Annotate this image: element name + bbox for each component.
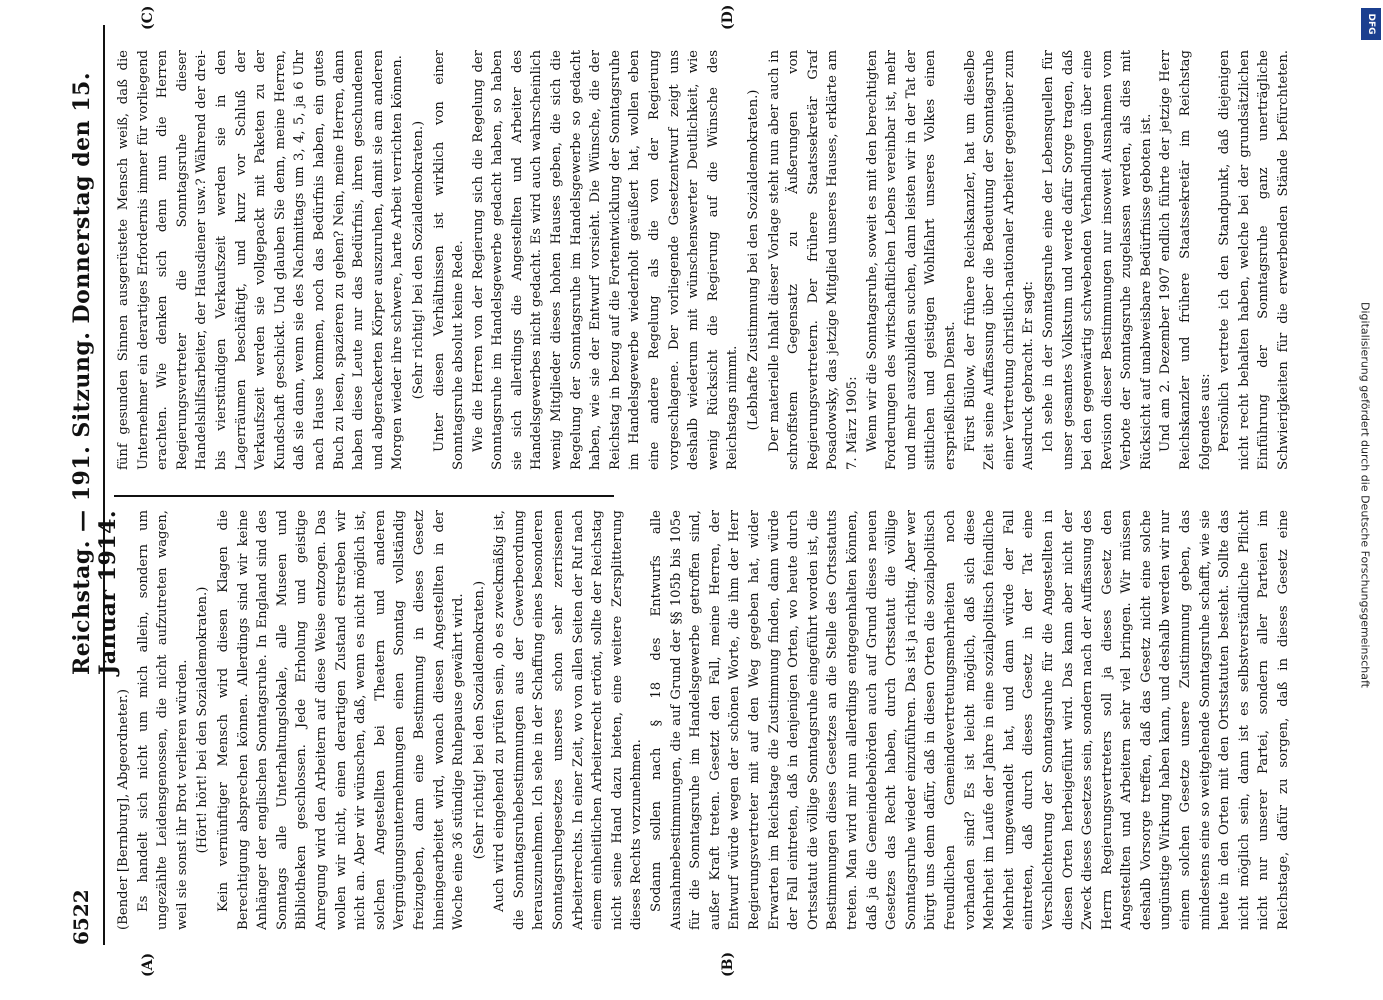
margin-mark-c: (C)	[140, 5, 156, 30]
left-column	[114, 510, 1294, 930]
quotation: Persönlich vertrete ich den Standpunkt, daß diejenigen nicht recht behalten haben, welche bei der grundsätzlichen Einführung der Sonntagsruhe ganz unerträgliche Schwierigkeiten für die erwerbenden Stände befürchteten.	[1217, 50, 1292, 470]
paragraph: Kein vernünftiger Mensch wird diesen Klagen die Berechtigung absprechen können. Allerdings sind wir keine Anhänger der englischen Sonntagsruhe. In England sind des Sonntags alle Unterhaltungslokale, alle Museen und Bibliotheken geschlossen. Jede Erholung und geistige Anregung wird den Arbeitern auf diese Weise entzogen. Das wollen wir nicht, einen derartigen Zustand erstreben wir nicht an. Aber wir wünschen, daß, wenn es nicht möglich ist, solchen Angestellten bei Theatern und anderen Vergnügungsunternehmungen einen Sonntag vollständig freizugeben, dann eine Bestimmung in dieses Gesetz hineingearbeitet wird, wonach diesen Angestellten in der Woche eine 36 stündige Ruhepause gewährt wird.	[215, 510, 467, 930]
margin-mark-b: (B)	[720, 951, 736, 977]
interjection: (Sehr richtig! bei den Sozialdemokraten.)	[471, 580, 487, 860]
margin-mark-a: (A)	[140, 952, 156, 977]
interjection: (Hört! hört! bei den Sozialdemokraten.)	[195, 586, 211, 854]
running-header	[65, 25, 121, 945]
interjection: (Sehr richtig! bei den Sozialdemokraten.)	[410, 120, 426, 400]
paragraph: fünf gesunden Sinnen ausgerüstete Mensch weiß, daß die Unternehmer ein derartiges Erfordernis immer für vorliegend erachten. Wie denken sich denn nun die Herren Regierungsvertreter die Sonntagsruhe dieser Handelshilfsarbeiter, der Hausdiener usw.? Während der drei- bis vierstündigen Verkaufszeit werden sie in den Lagerräumen beschäftigt, und kurz vor Schluß der Verkaufszeit werden sie vollgepackt mit Paketen zu der Kundschaft geschickt. Und glauben Sie denn, meine Herren, daß sie dann, wenn sie des Nachmittags um 3, 4, 5, ja 6 Uhr nach Hause kommen, noch das Bedürfnis haben, ein gutes Buch zu lesen, spazieren zu gehen? Nein, meine Herren, dann haben diese Leute nur das Bedürfnis, ihren geschundenen und abgerackerten Körper auszuruhen, damit sie am anderen Morgen wieder ihre schwere, harte Arbeit verrichten können.	[116, 50, 406, 470]
session-title: Reichstag. — 191. Sitzung. Donnerstag den 15. Januar 1914.	[69, 71, 121, 675]
paragraph: Es handelt sich nicht um mich allein, sondern um ungezählte Leidensgenossen, die nicht aufzutreten wagen, weil sie sonst ihr Brot verlieren würden.	[135, 510, 190, 930]
column-divider	[114, 495, 614, 497]
dfg-logo	[1361, 8, 1381, 40]
margin-mark-d: (D)	[720, 4, 736, 30]
interjection: (Lebhafte Zustimmung bei den Sozialdemokraten.)	[746, 89, 761, 431]
document-page	[30, 0, 1330, 985]
quotation: Ich sehe in der Sonntagsruhe eine der Lebensquellen für unser gesamtes Volkstum und werde dafür Sorge tragen, daß bei den gegenwärtig schwebenden Verhandlungen über eine Revision dieser Bestimmungen nur insoweit Ausnahmen vom Verbote der Sonntagsruhe zugelassen werden, als dies mit Rücksicht auf unabweisbare Bedürfnisse geboten ist.	[1040, 50, 1154, 470]
speaker-line: (Bender [Bernburg], Abgeordneter.)	[116, 688, 131, 930]
quotation: Wenn wir die Sonntagsruhe, soweit es mit den berechtigten Forderungen des wirtschaftlichen Lebens vereinbar ist, mehr und mehr auszubilden suchen, dann leisten wir in der Tat der sittlichen und geistigen Wohlfahrt unseres Volkes einen ersprießlichen Dienst.	[864, 50, 958, 470]
paragraph: Wie die Herren von der Regierung sich die Regelung der Sonntagsruhe im Handelsgewerbe gedacht haben, so haben sie sich allerdings die Angestellten und Arbeiter des Handelsgewerbes nicht gedacht. Es wird auch wahrscheinlich wenig Mitglieder dieses hohen Hauses geben, die sich die Regelung der Sonntagsruhe im Handelsgewerbe so gedacht haben, wie sie der Entwurf vorsieht. Die Wünsche, die der Reichstag in bezug auf die Fortentwicklung der Sonntagsruhe im Handelsgewerbe wiederholt geäußert hat, wollen eben eine andere Regelung als die von der Regierung vorgeschlagene. Der vorliegende Gesetzentwurf zeigt uns deshalb wiederum mit wünschenswerter Deutlichkeit, wie wenig Rücksicht die Regierung auf die Wünsche des Reichstags nimmt.	[470, 50, 741, 470]
paragraph: Der materielle Inhalt dieser Vorlage steht nun aber auch in schroffstem Gegensatz zu Äußerungen von Regierungsvertretern. Der frühere Staatssekretär Graf Posadowsky, das jetzige Mitglied unseres Hauses, erklärte am 7. März 1905:	[766, 50, 860, 470]
digitization-credit	[1355, 30, 1375, 960]
dfg-logo-text: DFG	[1366, 13, 1376, 35]
credit-text: Digitalisierung gefördert durch die Deutsche Forschungsgemeinschaft	[1358, 302, 1372, 688]
page-number: 6522	[69, 889, 93, 945]
right-column	[114, 50, 1294, 470]
paragraph: Sodann sollen nach § 18 des Entwurfs alle Ausnahmebestimmungen, die auf Grund der §§ 105b bis 105e für die Sonntagsruhe im Handelsgewerbe getroffen sind, außer Kraft treten. Gesetzt den Fall, meine Herren, der Entwurf würde wegen der schönen Worte, die ihm der Herr Regierungsvertreter mit auf den Weg gegeben hat, wider Erwarten im Reichstage die Zustimmung finden, dann würde der Fall eintreten, daß in denjenigen Orten, wo heute durch Ortsstatut die völlige Sonntagsruhe eingeführt worden ist, die Bestimmungen dieses Gesetzes an die Stelle des Ortsstatuts treten. Man wird mir nun allerdings entgegenhalten können, daß ja die Gemeindebehörden auch auf Grund dieses neuen Gesetzes das Recht haben, durch Ortsstatut die völlige Sonntagsruhe wieder einzuführen. Das ist ja richtig. Aber wer bürgt uns denn dafür, daß in diesen Orten die sozialpolitisch freundlichen Gemeindevertretungsmehrheiten noch vorhanden sind? Es ist leicht möglich, daß sich diese Mehrheit im Laufe der Jahre in eine sozialpolitisch feindliche Mehrheit umgewandelt hat, und dann würde der Fall eintreten, daß durch dieses Gesetz in der Tat eine Verschlechterung der Sonntagsruhe für die Angestellten in diesen Orten herbeigeführt wird. Das kann aber nicht der Zweck dieses Gesetzes sein, sondern nach der Auffassung des Herrn Regierungsvertreters soll ja dieses Gesetz den Angestellten und Arbeitern sehr viel bringen. Wir müssen deshalb Vorsorge treffen, daß das Gesetz nicht eine solche ungünstige Wirkung haben kann, und deshalb werden wir nur einem solchen Gesetze unsere Zustimmung geben, das mindestens eine so weitgehende Sonntagsruhe schafft, wie sie heute in den Orten mit den Ortsstatuten besteht. Sollte das nicht möglich sein, dann ist es selbstverständliche Pflicht nicht nur unserer Partei, sondern aller Parteien im Reichstage, dafür zu sorgen, daß in dieses Gesetz eine	[649, 510, 1292, 930]
paragraph: Unter diesen Verhältnissen ist wirklich von einer Sonntagsruhe absolut keine Rede.	[431, 50, 467, 470]
paragraph: Und am 2. Dezember 1907 endlich führte der jetzige Herr Reichskanzler und frühere Staatssekretär im Reichstag folgendes aus:	[1158, 50, 1213, 470]
paragraph: Fürst Bülow, der frühere Reichskanzler, hat um dieselbe Zeit seine Auffassung über die Bedeutung der Sonntagsruhe einer Vertretung christlich-nationaler Arbeiter gegenüber zum Ausdruck gebracht. Er sagt:	[962, 50, 1037, 470]
paragraph: Auch wird eingehend zu prüfen sein, ob es zweckmäßig ist, die Sonntagsruhebestimmungen aus der Gewerbeordnung herauszunehmen. Ich sehe in der Schaffung eines besonderen Sonntagsruhegesetzes unseres schon sehr zerrissenen Arbeiterrechts. In einer Zeit, wo von allen Seiten der Ruf nach einem einheitlichen Arbeiterrecht ertönt, sollte der Reichstag nicht seine Hand dazu bieten, eine weitere Zersplitterung dieses Rechts vorzunehmen.	[492, 510, 645, 930]
